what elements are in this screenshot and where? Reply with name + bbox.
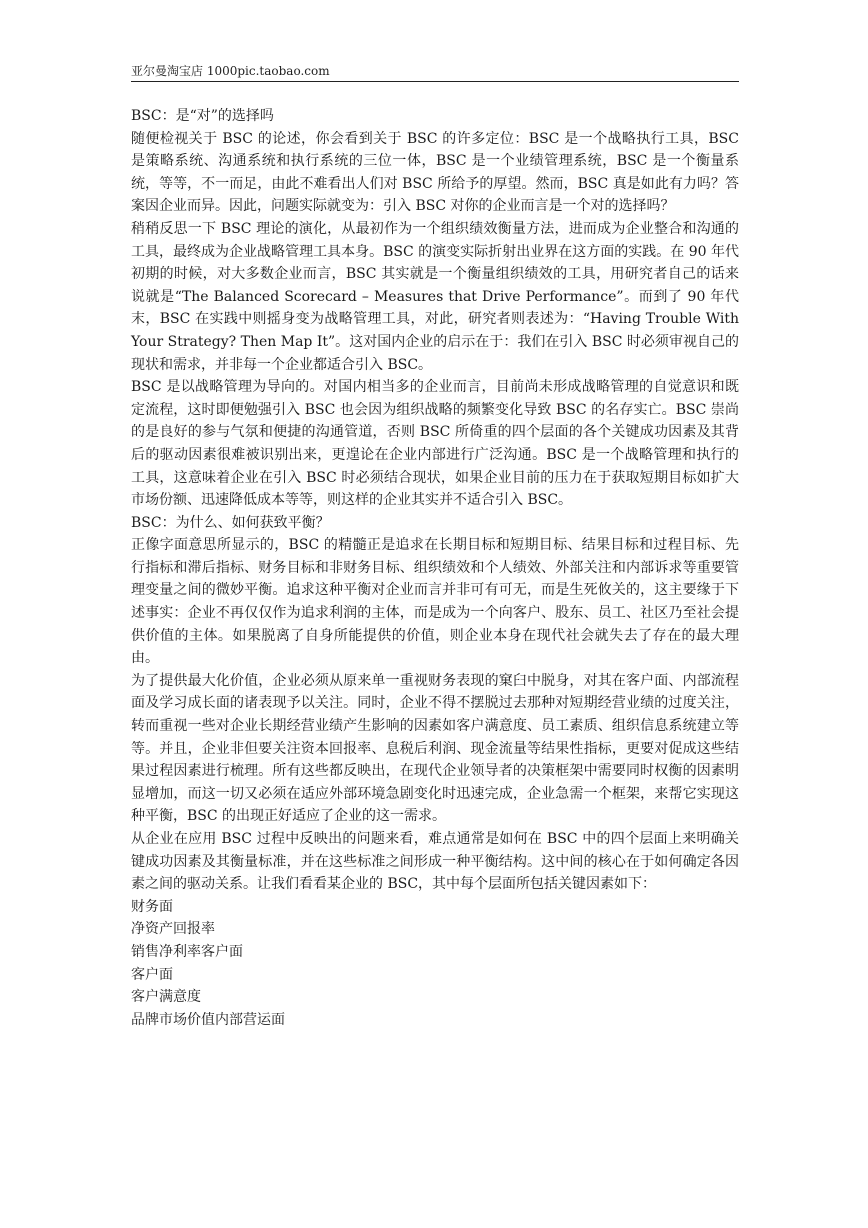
list-item-customer: 客户面: [131, 966, 173, 983]
list-item-satisfaction: 客户满意度: [131, 989, 201, 1006]
section-heading-balance: BSC：为什么、如何获致平衡？: [131, 514, 330, 531]
list-item-financial: 财务面: [131, 898, 173, 915]
list-item-roe: 净资产回报率: [131, 921, 215, 938]
list-item-net-margin: 销售净利率客户面: [131, 943, 243, 960]
paragraph-bsc-evolution: 稍稍反思一下 BSC 理论的演化，从最初作为一个组织绩效衡量方法，进而成为企业整合和沟通的工具，最终成为企业战略管理工具本身。BSC 的演变实际折射出业界在这方面的实践。在 90 年代初期的时候，对大多数企业而言，BSC 其实就是一个衡量组织绩效的工具，用研究者自己的话来说就是“The Balanced Scorecard – Measures that Drive Performance”。而到了 90 年代末，BSC 在实践中则摇身变为战略管理工具，对此，研究者则表述为：“Having Trouble With Your Strategy? Then Map It”。这对国内企业的启示在于：我们在引入 BSC 时必须审视自己的现状和需求，并非每一个企业都适合引入 BSC。: [131, 220, 739, 373]
list-item-brand-value: 品牌市场价值内部营运面: [131, 1011, 285, 1028]
paragraph-application-issues: 从企业在应用 BSC 过程中反映出的问题来看，难点通常是如何在 BSC 中的四个层面上来明确关键成功因素及其衡量标准，并在这些标准之间形成一种平衡结构。这中间的核心在于如何确定各因素之间的驱动关系。让我们看看某企业的 BSC，其中每个层面所包括关键因素如下：: [131, 831, 739, 893]
document-body: [131, 105, 739, 1031]
paragraph-maximize-value: 为了提供最大化价值，企业必须从原来单一重视财务表现的窠臼中脱身，对其在客户面、内部流程面及学习成长面的诸表现予以关注。同时，企业不得不摆脱过去那种对短期经营业绩的过度关注，转而重视一些对企业长期经营业绩产生影响的因素如客户满意度、员工素质、组织信息系统建立等等。并且，企业非但要关注资本回报率、息税后利润、现金流量等结果性指标，更要对促成这些结果过程因素进行梳理。所有这些都反映出，在现代企业领导者的决策框架中需要同时权衡的因素明显增加，而这一切又必须在适应外部环境急剧变化时迅速完成，企业急需一个框架，来帮它实现这种平衡，BSC 的出现正好适应了企业的这一需求。: [131, 672, 739, 825]
paragraph-balance-essence: 正像字面意思所显示的，BSC 的精髓正是追求在长期目标和短期目标、结果目标和过程目标、先行指标和滞后指标、财务目标和非财务目标、组织绩效和个人绩效、外部关注和内部诉求等重要管理变量之间的微妙平衡。追求这种平衡对企业而言并非可有可无，而是生死攸关的，这主要缘于下述事实：企业不再仅仅作为追求利润的主体，而是成为一个向客户、股东、员工、社区乃至社会提供价值的主体。如果脱离了自身所能提供的价值，则企业本身在现代社会就失去了存在的最大理由。: [131, 537, 739, 667]
page-header: 亚尔曼淘宝店 1000pic.taobao.com: [131, 64, 739, 82]
paragraph-strategy-oriented: BSC 是以战略管理为导向的。对国内相当多的企业而言，目前尚未形成战略管理的自觉意识和既定流程，这时即便勉强引入 BSC 也会因为组织战略的频繁变化导致 BSC 的名存实亡。BSC 崇尚的是良好的参与气氛和便捷的沟通管道，否则 BSC 所倚重的四个层面的各个关键成功因素及其背后的驱动因素很难被识别出来，更遑论在企业内部进行广泛沟通。BSC 是一个战略管理和执行的工具，这意味着企业在引入 BSC 时必须结合现状，如果企业目前的压力在于获取短期目标如扩大市场份额、迅速降低成本等等，则这样的企业其实并不适合引入 BSC。: [131, 379, 739, 509]
section-heading-choice: BSC：是“对”的选择吗: [131, 108, 274, 124]
paragraph-bsc-positioning: 随便检视关于 BSC 的论述，你会看到关于 BSC 的许多定位：BSC 是一个战略执行工具，BSC 是策略系统、沟通系统和执行系统的三位一体，BSC 是一个业绩管理系统，BSC 是一个衡量系统，等等，不一而足，由此不难看出人们对 BSC 所给予的厚望。然而，BSC 真是如此有力吗？答案因企业而异。因此，问题实际就变为：引入 BSC 对你的企业而言是一个对的选择吗？: [131, 130, 739, 215]
